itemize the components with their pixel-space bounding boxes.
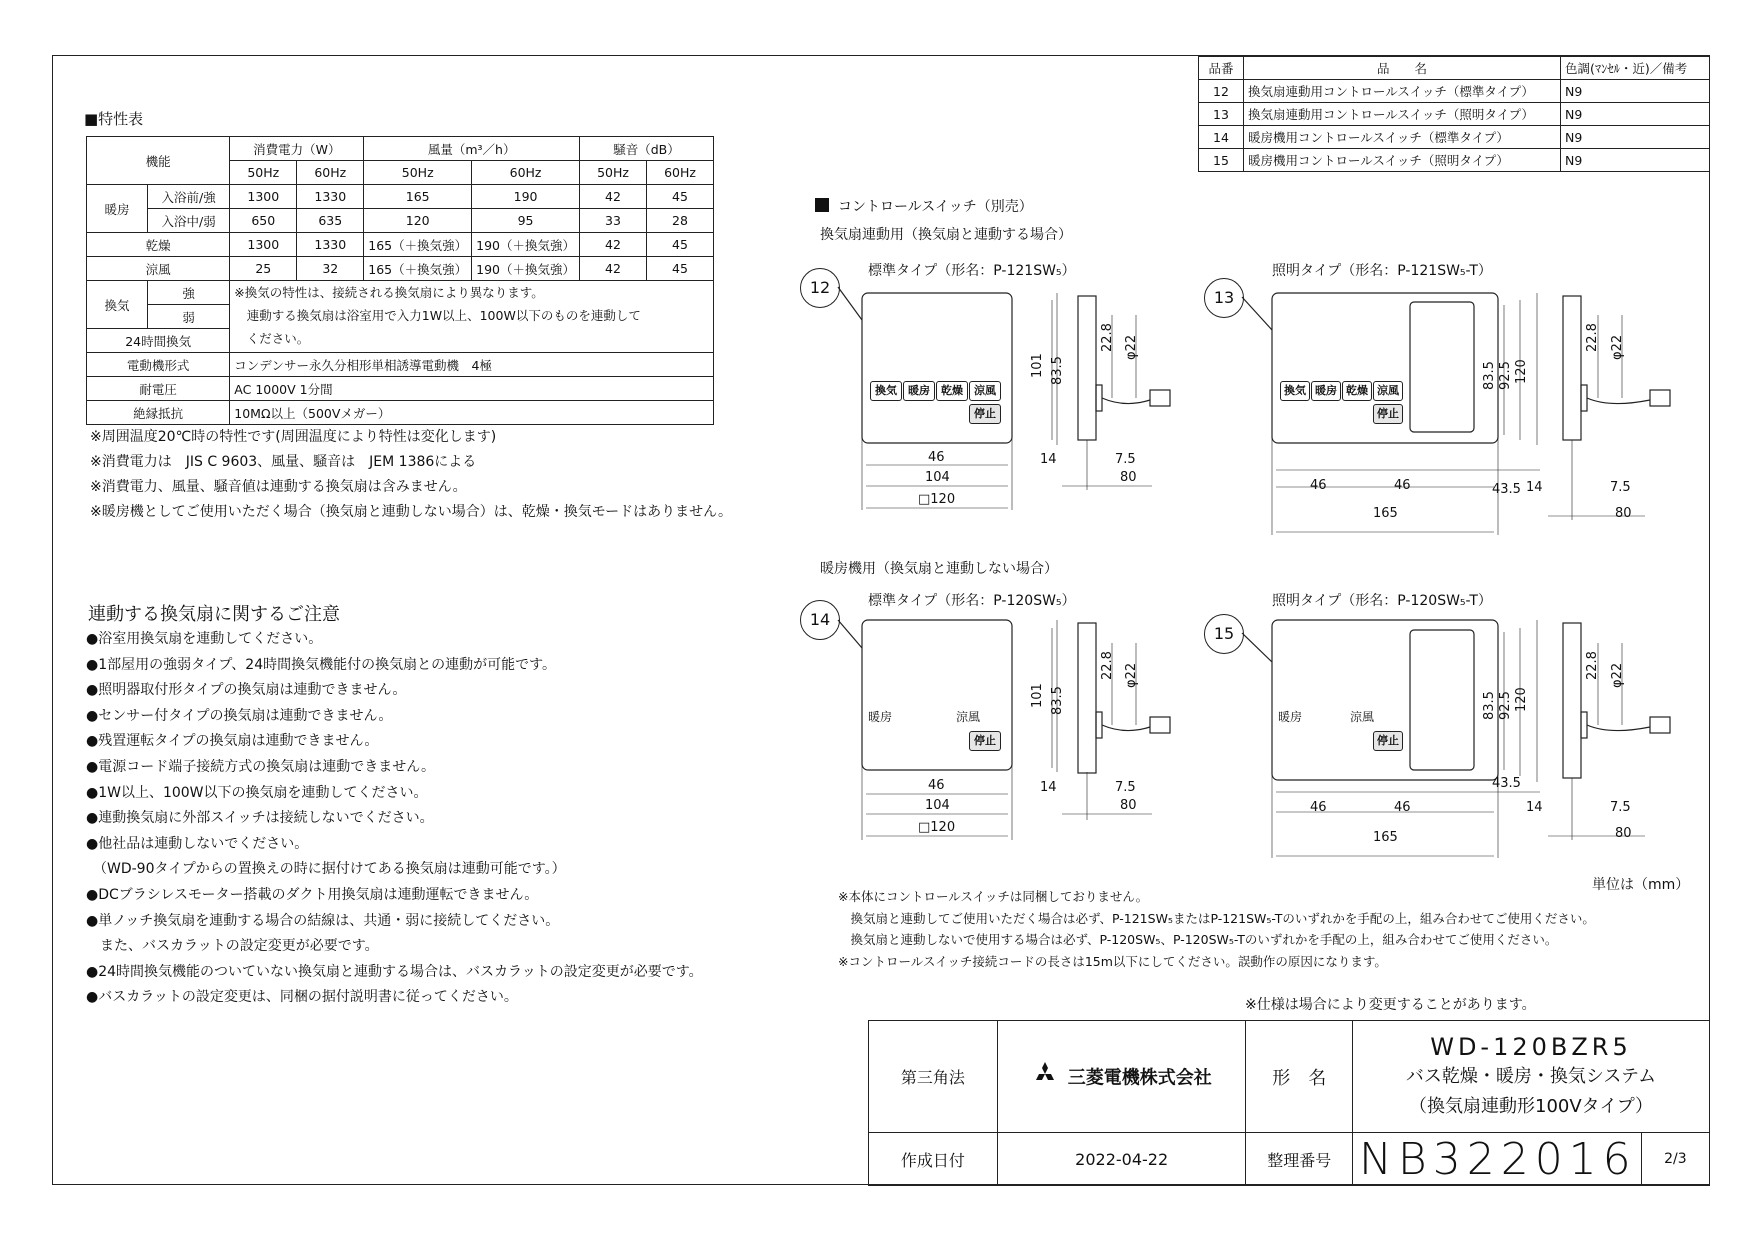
dim-22-8: 22.8	[1585, 323, 1600, 352]
dim-7-5: 7.5	[1115, 780, 1136, 795]
dim-120sq: □120	[918, 820, 956, 835]
dry-button: 乾燥	[936, 381, 968, 401]
list-item: ●DCブラシレスモーター搭載のダクト用換気扇は連動運転できません。	[86, 886, 539, 903]
spec-title: ■特性表	[84, 110, 144, 128]
cell: 165（＋換気強）	[364, 257, 472, 281]
dim-14: 14	[1040, 780, 1057, 795]
row-label-vent: 換気	[87, 281, 148, 329]
part-no: 14	[1199, 126, 1244, 149]
cell: 45	[647, 185, 714, 209]
control-sub-heater: 暖房機用（換気扇と連動しない場合）	[820, 561, 1058, 577]
row-label-dry: 乾燥	[87, 233, 230, 257]
dim-22-8: 22.8	[1100, 323, 1115, 352]
spec-note: ※暖房機としてご使用いただく場合（換気扇と連動しない場合）は、乾燥・換気モードはありません。	[90, 504, 733, 520]
cell: 650	[230, 209, 297, 233]
dim-80: 80	[1615, 506, 1632, 521]
heat-label: 暖房	[1278, 710, 1303, 724]
cell: 42	[580, 185, 647, 209]
row-label-vent24: 24時間換気	[87, 329, 230, 353]
cell: 45	[647, 257, 714, 281]
dim-80: 80	[1120, 470, 1137, 485]
part-no: 13	[1199, 103, 1244, 126]
dim-phi22: φ22	[1124, 662, 1139, 688]
part-no: 12	[1199, 80, 1244, 103]
dim-165: 165	[1373, 830, 1398, 845]
dim-83-5: 83.5	[1482, 361, 1497, 390]
hz-60: 60Hz	[297, 161, 364, 185]
part-name: 暖房機用コントロールスイッチ（標準タイプ）	[1244, 126, 1561, 149]
dim-104: 104	[925, 798, 950, 813]
vent-note-line: ください。	[234, 331, 310, 346]
control-title: コントロールスイッチ（別売）	[838, 199, 1033, 215]
callout-14: 14	[800, 600, 840, 640]
heat-label: 暖房	[868, 710, 893, 724]
cell: 1330	[297, 185, 364, 209]
list-item: ●1W以上、100W以下の換気扇を連動してください。	[86, 784, 428, 801]
list-item: ●連動換気扇に外部スイッチは接続しないでください。	[86, 810, 434, 827]
dim-43-5: 43.5	[1492, 776, 1521, 791]
cell: 42	[580, 233, 647, 257]
dim-101: 101	[1030, 683, 1045, 708]
cool-button: 涼風	[1373, 381, 1403, 401]
cell: 1330	[297, 233, 364, 257]
cell: 165	[364, 185, 472, 209]
spec-header-noise: 騒音（dB）	[580, 137, 714, 161]
dim-22-8: 22.8	[1100, 651, 1115, 680]
dim-46: 46	[928, 450, 945, 465]
callout-15: 15	[1204, 614, 1244, 654]
row-label-heat-mid: 入浴中/弱	[148, 209, 230, 233]
product-name-1: バス乾燥・暖房・換気システム	[1405, 1065, 1657, 1087]
part-color: N9	[1561, 126, 1710, 149]
voltage-value: AC 1000V 1分間	[230, 377, 714, 401]
motor-value: コンデンサー永久分相形単相誘導電動機 4極	[230, 353, 714, 377]
row-label-cool: 涼風	[87, 257, 230, 281]
stop-button: 停止	[1373, 731, 1403, 751]
control-sub-linked: 換気扇連動用（換気扇と連動する場合）	[820, 227, 1072, 243]
part-no: 15	[1199, 149, 1244, 172]
cell: 190（＋換気強）	[472, 233, 580, 257]
cell: 1300	[230, 233, 297, 257]
spec-header-function: 機能	[87, 137, 230, 185]
caption-p12: 標準タイプ（形名：P-121SW₅）	[868, 263, 1076, 279]
control-note: 換気扇と連動してご使用いただく場合は必ず、P-121SW₅またはP-121SW₅-Tのいずれかを手配の上，組み合わせてご使用ください。	[838, 910, 1595, 926]
dim-46: 46	[1394, 800, 1411, 815]
parts-header-name: 品 名	[1244, 57, 1561, 80]
dim-phi22: φ22	[1610, 334, 1625, 360]
dim-46: 46	[1394, 478, 1411, 493]
list-item: ●センサー付タイプの換気扇は連動できません。	[86, 707, 393, 724]
number-label: 整理番号	[1246, 1133, 1353, 1186]
caption-p14: 標準タイプ（形名：P-120SW₅）	[868, 593, 1076, 609]
caution-title: 連動する換気扇に関するご注意	[88, 604, 340, 625]
list-item: ●電源コード端子接続方式の換気扇は連動できません。	[86, 758, 436, 775]
cool-label: 涼風	[1350, 710, 1375, 724]
control-notes	[838, 886, 1595, 972]
model-cell	[1352, 1021, 1709, 1133]
cell: 120	[364, 209, 472, 233]
list-item: ●24時間換気機能のついていない換気扇と連動する場合は、バスカラットの設定変更が必要です。	[86, 963, 703, 980]
dim-101: 101	[1030, 353, 1045, 378]
dim-92-5: 92.5	[1498, 691, 1513, 720]
callout-13: 13	[1204, 278, 1244, 318]
spec-note: ※周囲温度20℃時の特性です(周囲温度により特性は変化します)	[90, 429, 497, 445]
list-item: ●単ノッチ換気扇を連動する場合の結線は、共通・弱に接続してください。	[86, 912, 560, 929]
list-item: また、バスカラットの設定変更が必要です。	[86, 938, 379, 955]
company-cell	[997, 1021, 1246, 1133]
dim-7-5: 7.5	[1610, 800, 1631, 815]
cell: 28	[647, 209, 714, 233]
cell: 32	[297, 257, 364, 281]
part-name: 換気扇連動用コントロールスイッチ（照明タイプ）	[1244, 103, 1561, 126]
list-item: ●他社品は連動しないでください。	[86, 835, 309, 852]
dim-120: 120	[1514, 359, 1529, 384]
part-name: 換気扇連動用コントロールスイッチ（標準タイプ）	[1244, 80, 1561, 103]
dim-83-5: 83.5	[1482, 691, 1497, 720]
dim-phi22: φ22	[1610, 662, 1625, 688]
cell: 190（＋換気強）	[472, 257, 580, 281]
cell: 635	[297, 209, 364, 233]
list-item: （WD-90タイプからの置換えの時に据付けてある換気扇は連動可能です。）	[86, 861, 566, 878]
row-label-motor: 電動機形式	[87, 353, 230, 377]
stop-button: 停止	[969, 404, 1001, 424]
row-label-heat-pre: 入浴前/強	[148, 185, 230, 209]
insulation-value: 10MΩ以上（500Vメガー）	[230, 401, 714, 425]
part-color: N9	[1561, 103, 1710, 126]
vent-button: 換気	[1280, 381, 1310, 401]
list-item: ●バスカラットの設定変更は、同梱の据付説明書に従ってください。	[86, 989, 518, 1006]
dim-80: 80	[1615, 826, 1632, 841]
list-item: ●残置運転タイプの換気扇は連動できません。	[86, 733, 379, 750]
part-color: N9	[1561, 80, 1710, 103]
cool-button: 涼風	[969, 381, 1001, 401]
dim-14: 14	[1040, 452, 1057, 467]
dim-46: 46	[1310, 800, 1327, 815]
hz-50: 50Hz	[230, 161, 297, 185]
control-note: ※コントロールスイッチ接続コードの長さは15m以下にしてください。誤動作の原因になります。	[838, 953, 1387, 969]
cell: 33	[580, 209, 647, 233]
list-item: ●1部屋用の強弱タイプ、24時間換気機能付の換気扇との連動が可能です。	[86, 656, 556, 673]
vent-button: 換気	[870, 381, 902, 401]
cell: 95	[472, 209, 580, 233]
part-color: N9	[1561, 149, 1710, 172]
dim-22-8: 22.8	[1585, 651, 1600, 680]
row-label-heat: 暖房	[87, 185, 148, 233]
mitsubishi-logo-icon	[1032, 1062, 1058, 1091]
spec-note: ※消費電力、風量、騒音値は連動する換気扇は含みません。	[90, 479, 467, 495]
dim-46: 46	[928, 778, 945, 793]
model-number: WD-120BZR5	[1430, 1032, 1632, 1061]
title-block	[868, 1020, 1710, 1186]
dry-button: 乾燥	[1342, 381, 1372, 401]
product-name-2: （換気扇連動形100Vタイプ）	[1409, 1095, 1653, 1117]
cell: 45	[647, 233, 714, 257]
page-number: 2/3	[1641, 1133, 1709, 1186]
dim-14: 14	[1526, 800, 1543, 815]
company-name: 三菱電機株式会社	[1067, 1067, 1212, 1089]
list-item: ●浴室用換気扇を連動してください。	[86, 631, 323, 647]
cell: 1300	[230, 185, 297, 209]
model-label: 形 名	[1246, 1021, 1353, 1133]
parts-header-color: 色調(ﾏﾝｾﾙ・近)／備考	[1561, 57, 1710, 80]
dim-7-5: 7.5	[1610, 480, 1631, 495]
control-note: ※本体にコントロールスイッチは同梱しておりません。	[838, 889, 1149, 904]
dim-phi22: φ22	[1124, 334, 1139, 360]
date-label: 作成日付	[869, 1133, 998, 1186]
heat-button: 暖房	[1311, 381, 1341, 401]
list-item: ●照明器取付形タイプの換気扇は連動できません。	[86, 682, 407, 699]
row-label-strong: 強	[148, 281, 230, 305]
spec-header-power: 消費電力（W）	[230, 137, 364, 161]
dim-120: 120	[1514, 687, 1529, 712]
hz-50: 50Hz	[364, 161, 472, 185]
cell: 165（＋換気強）	[364, 233, 472, 257]
cool-label: 涼風	[956, 710, 981, 724]
vent-note-line: ※換気の特性は、接続される換気扇により異なります。	[234, 285, 544, 300]
dim-43-5: 43.5	[1492, 482, 1521, 497]
dim-80: 80	[1120, 798, 1137, 813]
cell: 42	[580, 257, 647, 281]
part-name: 暖房機用コントロールスイッチ（照明タイプ）	[1244, 149, 1561, 172]
caption-p15: 照明タイプ（形名：P-120SW₅-T）	[1272, 593, 1492, 609]
dim-92-5: 92.5	[1498, 361, 1513, 390]
parts-header-no: 品番	[1199, 57, 1244, 80]
dim-7-5: 7.5	[1115, 452, 1136, 467]
spec-change-note: ※仕様は場合により変更することがあります。	[1245, 997, 1536, 1013]
control-note: 換気扇と連動しないで使用する場合は必ず、P-120SW₅、P-120SW₅-Tのいずれかを手配の上，組み合わせてご使用ください。	[838, 932, 1558, 947]
unit-note: 単位は（mm）	[1592, 877, 1690, 893]
date-value: 2022-04-22	[997, 1133, 1246, 1186]
dim-165: 165	[1373, 506, 1398, 521]
row-label-weak: 弱	[148, 305, 230, 329]
vent-note-line: 連動する換気扇は浴室用で入力1W以上、100W以下のものを連動して	[234, 308, 641, 323]
hz-50: 50Hz	[580, 161, 647, 185]
dim-83-5: 83.5	[1050, 356, 1065, 385]
stop-button: 停止	[1373, 404, 1403, 424]
hz-60: 60Hz	[472, 161, 580, 185]
row-label-voltage: 耐電圧	[87, 377, 230, 401]
document-number: NB322016	[1352, 1133, 1641, 1186]
stop-button: 停止	[969, 731, 1001, 751]
dim-83-5: 83.5	[1050, 686, 1065, 715]
hz-60: 60Hz	[647, 161, 714, 185]
projection-method: 第三角法	[869, 1021, 998, 1133]
spec-note: ※消費電力は JIS C 9603、風量、騒音は JEM 1386による	[90, 454, 477, 470]
dim-46: 46	[1310, 478, 1327, 493]
spec-header-airflow: 風量（m³／h）	[364, 137, 580, 161]
dim-120sq: □120	[918, 492, 956, 507]
row-label-insulation: 絶縁抵抗	[87, 401, 230, 425]
dim-14: 14	[1526, 480, 1543, 495]
cell: 25	[230, 257, 297, 281]
cell: 190	[472, 185, 580, 209]
caption-p13: 照明タイプ（形名：P-121SW₅-T）	[1272, 263, 1492, 279]
heat-button: 暖房	[903, 381, 935, 401]
callout-12: 12	[800, 268, 840, 308]
dim-104: 104	[925, 470, 950, 485]
